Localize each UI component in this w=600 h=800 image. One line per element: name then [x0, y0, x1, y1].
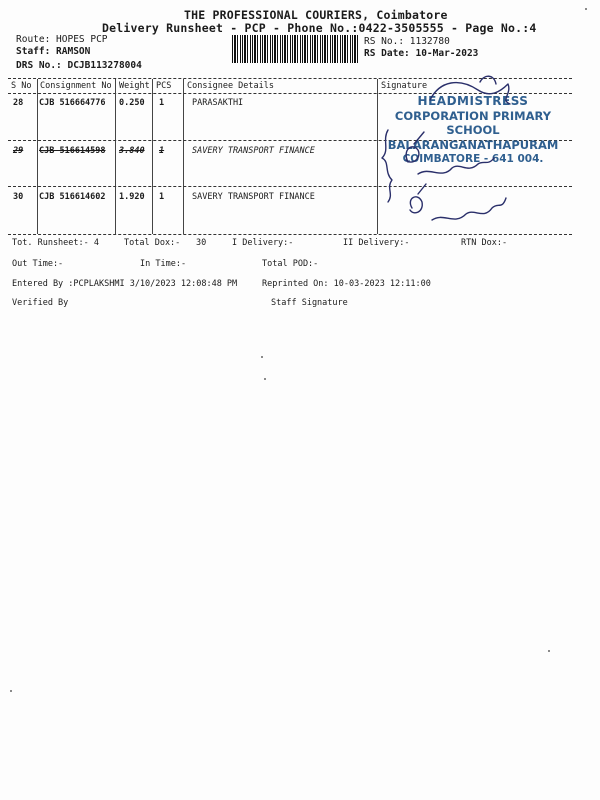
col-consignee: Consignee Details — [187, 81, 274, 91]
rs-date: RS Date: 10-Mar-2023 — [364, 48, 479, 59]
reprinted-on: Reprinted On: 10-03-2023 12:11:00 — [262, 279, 431, 289]
out-time: Out Time:- — [12, 259, 64, 269]
stamp-line-2: CORPORATION PRIMARY SCHOOL — [394, 109, 552, 137]
row-sno: 28 — [13, 98, 24, 108]
runsheet-subtitle: Delivery Runsheet - PCP - Phone No.:0422-3505555 - Page No.:4 — [102, 21, 537, 35]
in-time: In Time:- — [140, 259, 187, 269]
row-consignment: CJB 516664776 — [39, 98, 106, 108]
verified-by: Verified By — [12, 298, 69, 308]
scan-speck — [548, 650, 550, 652]
rtn-dox: RTN Dox:- — [461, 238, 508, 248]
col-signature: Signature — [381, 81, 428, 91]
handwritten-signatures — [360, 70, 560, 240]
row-consignment: CJB 516614598 — [39, 146, 106, 156]
row-sno: 30 — [13, 192, 24, 202]
entered-by: Entered By :PCPLAKSHMI 3/10/2023 12:08:48 PM — [12, 279, 238, 289]
staff-label: Staff: RAMSON — [16, 46, 91, 57]
stamp-line-4: COIMBATORE - 641 004. — [402, 153, 544, 165]
scan-speck — [585, 8, 587, 10]
col-separator — [183, 79, 184, 234]
col-consignment: Consignment No — [40, 81, 112, 91]
col-weight: Weight — [119, 81, 150, 91]
col-separator — [37, 79, 38, 234]
staff-signature: Staff Signature — [271, 298, 348, 308]
col-pcs: PCS — [156, 81, 172, 91]
row-weight: 1.920 — [119, 192, 145, 202]
company-title: THE PROFESSIONAL COURIERS, Coimbatore — [184, 8, 448, 22]
col-separator — [115, 79, 116, 234]
ii-delivery: II Delivery:- — [343, 238, 410, 248]
col-sno: S No — [11, 81, 32, 91]
tot-runsheet: Tot. Runsheet:- 4 — [12, 238, 99, 248]
stamp-line-1: HEADMISTRESS — [417, 94, 529, 108]
row-pcs: 1 — [159, 192, 165, 202]
row-pcs: 1 — [159, 98, 165, 108]
barcode — [232, 35, 358, 63]
i-delivery: I Delivery:- — [232, 238, 294, 248]
col-separator — [152, 79, 153, 234]
row-consignee: PARASAKTHI — [192, 98, 244, 108]
row-weight: 3.840 — [119, 146, 145, 156]
total-dox-label: Total Dox:- — [124, 238, 181, 248]
scan-speck — [261, 356, 263, 358]
drs-number: DRS No.: DCJB113278004 — [16, 60, 142, 71]
total-dox-value: 30 — [196, 238, 207, 248]
row-pcs: 1 — [159, 146, 165, 156]
route-label: Route: HOPES PCP — [16, 34, 108, 45]
total-pod: Total POD:- — [262, 259, 319, 269]
row-sno: 29 — [13, 146, 24, 156]
scan-speck — [264, 378, 266, 380]
scan-speck — [10, 690, 12, 692]
rs-number: RS No.: 1132780 — [364, 36, 450, 47]
row-consignment: CJB 516614602 — [39, 192, 106, 202]
row-consignee: SAVERY TRANSPORT FINANCE — [192, 192, 315, 202]
row-weight: 0.250 — [119, 98, 145, 108]
row-consignee: SAVERY TRANSPORT FINANCE — [192, 146, 315, 156]
stamp-line-3: BALARANGANATHAPURAM — [387, 138, 559, 152]
